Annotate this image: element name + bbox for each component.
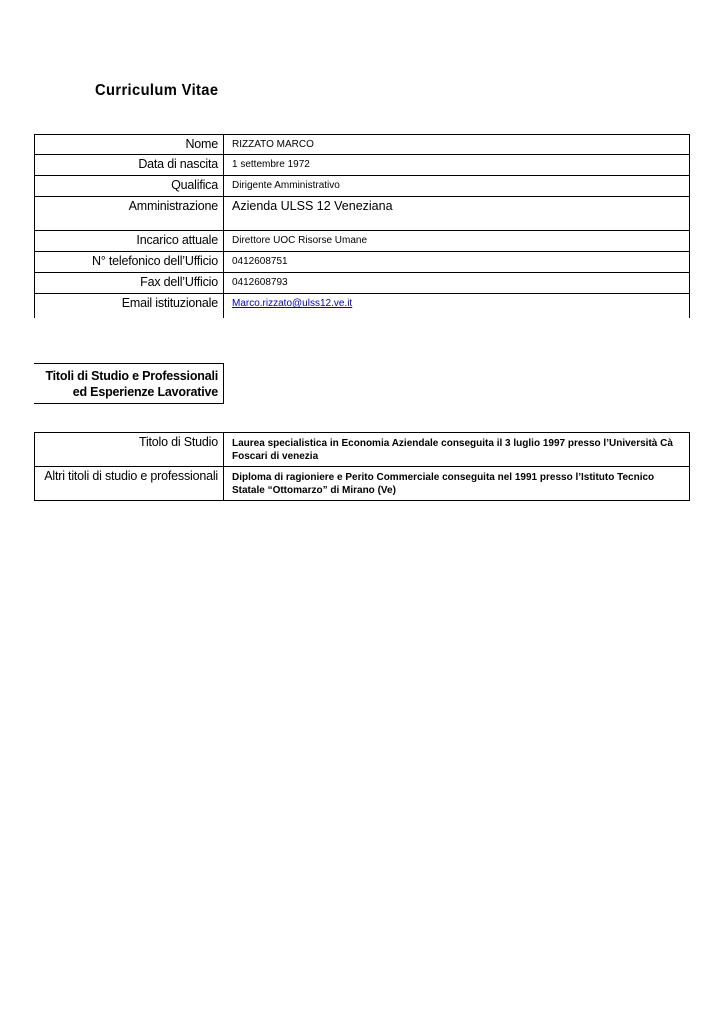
table-row [35,467,690,501]
table-row [35,433,690,467]
section-heading-line1: Titoli di Studio e Professionali [45,369,218,383]
email-link[interactable]: Marco.rizzato@ulss12.ve.it [232,298,353,309]
table-row [35,135,690,155]
name-label: Nome [35,135,224,155]
table-row [35,294,690,318]
table-row [35,231,690,252]
office-fax-value: 0412608793 [224,273,690,294]
birth-date-value: 1 settembre 1972 [224,155,690,176]
name-value: RIZZATO MARCO [224,135,690,155]
personal-info-table [34,134,690,318]
email-label: Email istituzionale [35,294,224,318]
degree-label: Titolo di Studio [35,433,224,467]
email-value [224,294,690,318]
qualification-value: Dirigente Amministrativo [224,176,690,197]
birth-date-label: Data di nascita [35,155,224,176]
table-row [35,176,690,197]
degree-value: Laurea specialistica in Economia Aziendale conseguita il 3 luglio 1997 presso l’Università Cà Foscari di venezia [224,433,690,467]
administration-value: Azienda ULSS 12 Veneziana [224,197,690,231]
document-title: Curriculum Vitae [95,82,219,99]
current-role-value: Direttore UOC Risorse Umane [224,231,690,252]
section-heading-box [34,363,224,404]
section-heading-line2: ed Esperienze Lavorative [72,385,218,399]
studies-table [34,432,690,501]
current-role-label: Incarico attuale [35,231,224,252]
table-row [35,252,690,273]
table-row [35,155,690,176]
qualification-label: Qualifica [35,176,224,197]
office-fax-label: Fax dell’Ufficio [35,273,224,294]
office-phone-value: 0412608751 [224,252,690,273]
office-phone-label: N° telefonico dell’Ufficio [35,252,224,273]
administration-label: Amministrazione [35,197,224,231]
other-titles-label: Altri titoli di studio e professionali [35,467,224,501]
table-row [35,273,690,294]
other-titles-value: Diploma di ragioniere e Perito Commerciale conseguita nel 1991 presso l’Istituto Tecnico Statale “Ottomarzo” di Mirano (Ve) [232,472,655,496]
table-row [35,197,690,231]
